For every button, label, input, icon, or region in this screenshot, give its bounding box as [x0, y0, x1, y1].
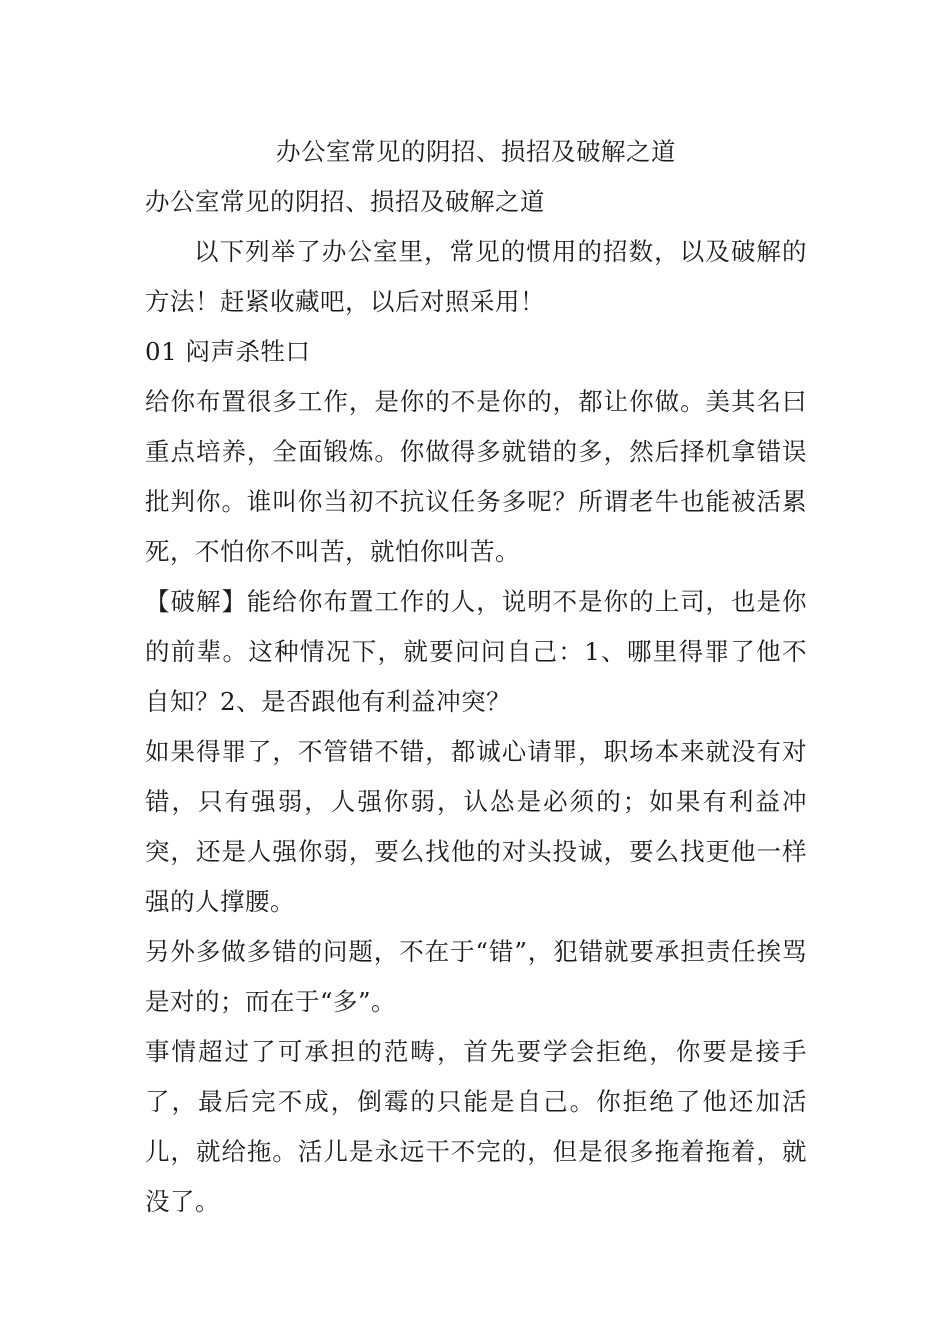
body-paragraph: 另外多做多错的问题，不在于“错”，犯错就要承担责任挨骂是对的；而在于“多”。 [145, 937, 807, 1016]
body-paragraph: 给你布置很多工作，是你的不是你的，都让你做。美其名曰重点培养，全面锻炼。你做得多就错的多，然后择机拿错误批判你。谁叫你当初不抗议任务多呢？所谓老牛也能被活累死，不怕你不叫苦，就怕你叫苦。 [145, 387, 807, 566]
body-paragraph: 事情超过了可承担的范畴，首先要学会拒绝，你要是接手了，最后完不成，倒霉的只能是自己。你拒绝了他还加活儿，就给拖。活儿是永远干不完的，但是很多拖着拖着，就没了。 [145, 1037, 807, 1216]
subtitle-paragraph: 办公室常见的阴招、损招及破解之道 [145, 187, 545, 216]
document-body [145, 127, 807, 1227]
solution-paragraph: 【破解】能给你布置工作的人，说明不是你的上司，也是你的前辈。这种情况下，就要问问自己：1、哪里得罪了他不自知？2、是否跟他有利益冲突？ [145, 587, 807, 716]
intro-paragraph: 以下列举了办公室里，常见的惯用的招数，以及破解的方法！赶紧收藏吧，以后对照采用！ [145, 237, 807, 316]
document-title: 办公室常见的阴招、损招及破解之道 [276, 137, 676, 166]
body-paragraph: 如果得罪了，不管错不错，都诚心请罪，职场本来就没有对错，只有强弱，人强你弱，认怂是必须的；如果有利益冲突，还是人强你弱，要么找他的对头投诚，要么找更他一样强的人撑腰。 [145, 737, 807, 916]
section-heading: 01 闷声杀牲口 [145, 337, 311, 366]
